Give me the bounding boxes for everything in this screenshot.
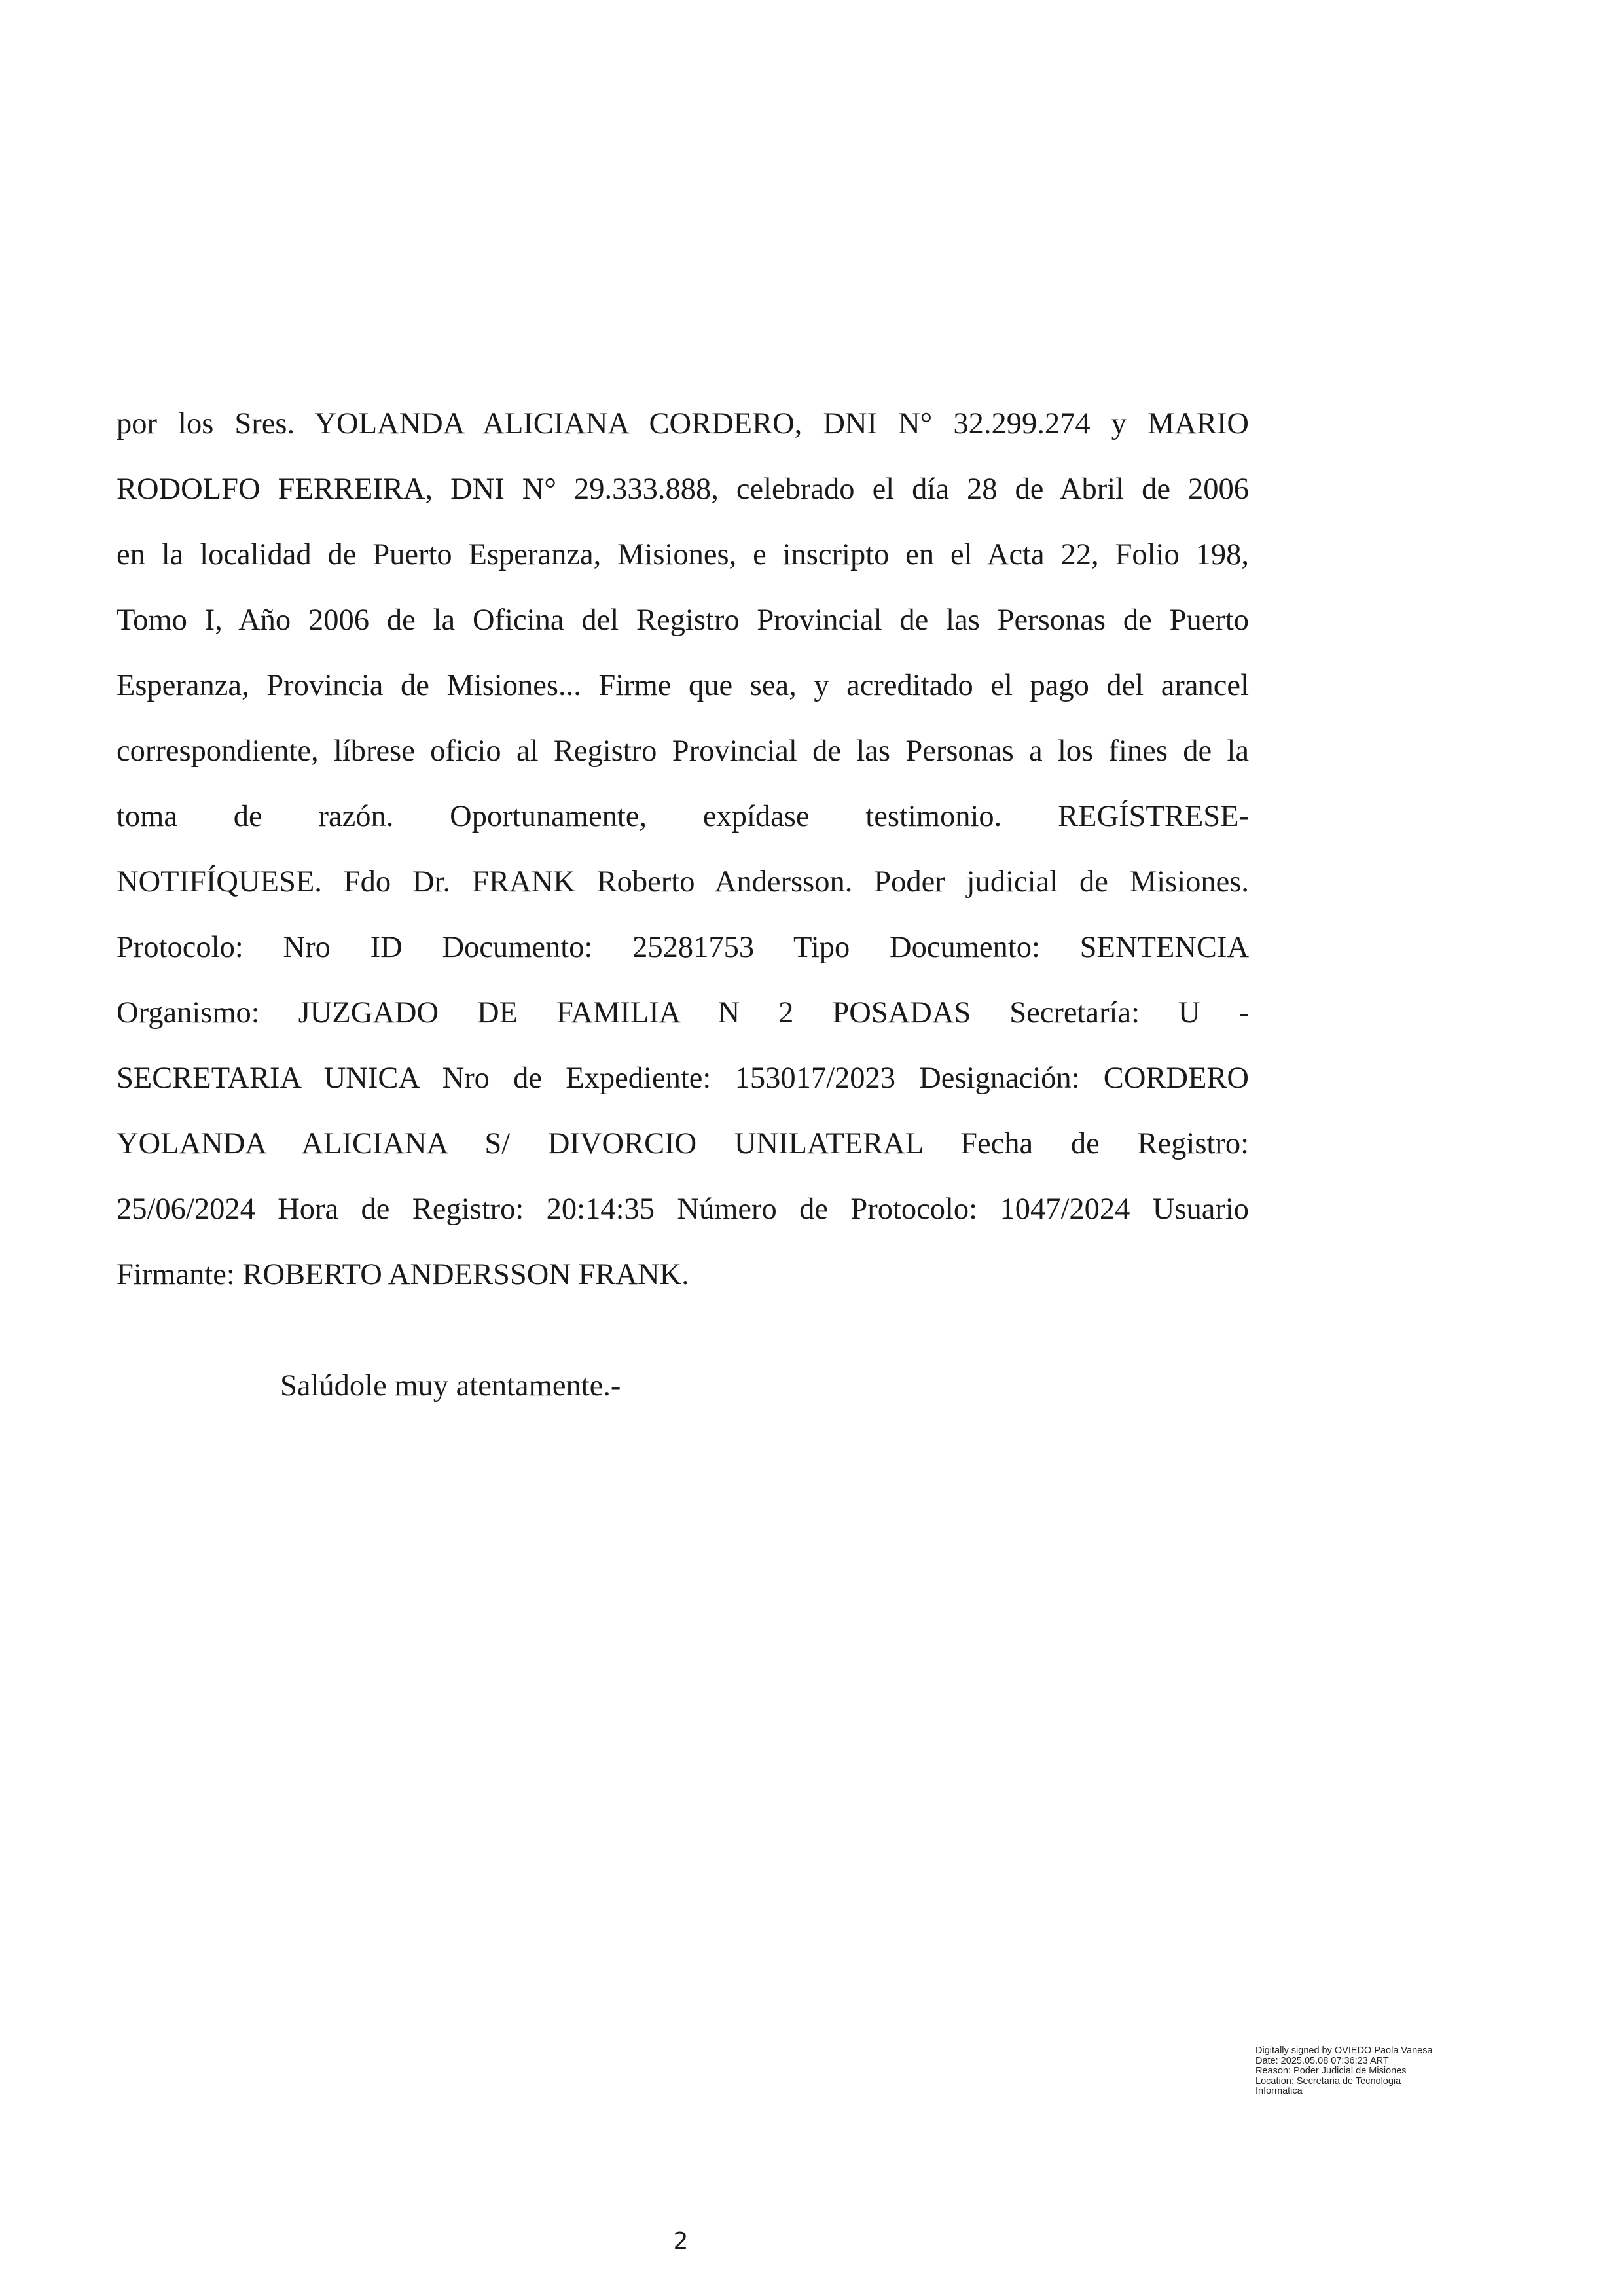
body-line: correspondiente, líbrese oficio al Registro Provincial de las Personas a los fines de la [117,734,1249,768]
body-line: YOLANDA ALICIANA S/ DIVORCIO UNILATERAL Fecha de Registro: [117,1127,1249,1160]
signature-date-line: Date: 2025.05.08 07:36:23 ART [1255,2055,1389,2066]
signature-signer-line: Digitally signed by OVIEDO Paola Vanesa [1255,2045,1433,2056]
page-number: 2 [673,2228,689,2255]
digital-signature-block [1255,2046,1530,2097]
body-line: Esperanza, Provincia de Misiones... Firme que sea, y acreditado el pago del arancel [117,669,1249,702]
body-line: Protocolo: Nro ID Documento: 25281753 Tipo Documento: SENTENCIA [117,931,1249,964]
body-paragraph [117,391,1249,1308]
body-line: en la localidad de Puerto Esperanza, Misiones, e inscripto en el Acta 22, Folio 198, [117,538,1249,571]
body-line: por los Sres. YOLANDA ALICIANA CORDERO, DNI N° 32.299.274 y MARIO [117,407,1249,440]
closing-salutation: Salúdole muy atentamente.- [280,1369,621,1403]
body-line: 25/06/2024 Hora de Registro: 20:14:35 Número de Protocolo: 1047/2024 Usuario [117,1193,1249,1226]
signature-reason-line: Reason: Poder Judicial de Misiones [1255,2066,1407,2076]
signature-location-line: Location: Secretaria de Tecnologia [1255,2075,1401,2087]
signature-location-line-cont: Informatica [1255,2086,1303,2096]
body-line: RODOLFO FERREIRA, DNI N° 29.333.888, celebrado el día 28 de Abril de 2006 [117,473,1249,506]
body-line: SECRETARIA UNICA Nro de Expediente: 153017/2023 Designación: CORDERO [117,1062,1249,1095]
body-line: Tomo I, Año 2006 de la Oficina del Registro Provincial de las Personas de Puerto [117,603,1249,637]
body-line-last: Firmante: ROBERTO ANDERSSON FRANK. [117,1258,689,1291]
body-line: Organismo: JUZGADO DE FAMILIA N 2 POSADAS Secretaría: U - [117,996,1249,1030]
body-line: NOTIFÍQUESE. Fdo Dr. FRANK Roberto Andersson. Poder judicial de Misiones. [117,865,1249,899]
body-line: toma de razón. Oportunamente, expídase testimonio. REGÍSTRESE- [117,800,1249,833]
